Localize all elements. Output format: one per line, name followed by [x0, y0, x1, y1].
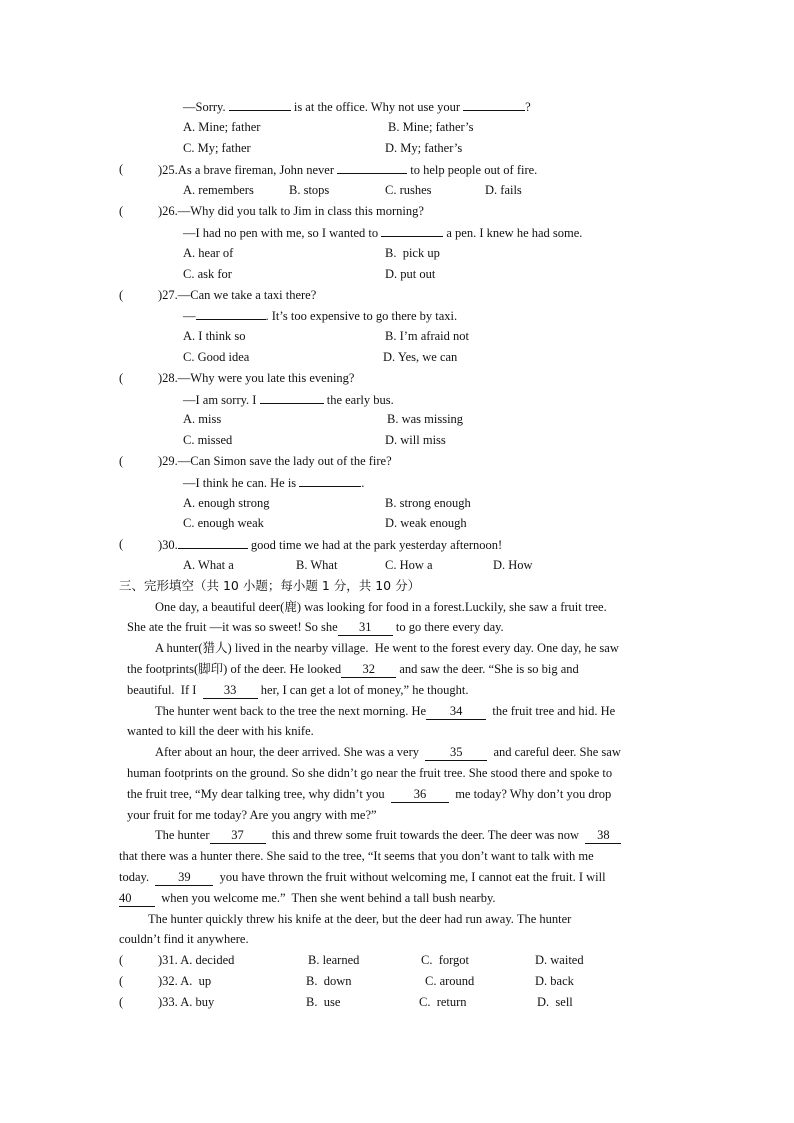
q28-reply: —I am sorry. I the early bus.: [183, 389, 394, 410]
q26-option-c: C. ask for: [183, 267, 232, 281]
q25-option-b: B. stops: [289, 183, 330, 197]
q28-option-d: D. will miss: [385, 433, 446, 447]
section3-heading: 三、完形填空（共 10 小题；每小题 1 分，共 10 分）: [119, 578, 421, 593]
q33-option-b: B. use: [306, 995, 341, 1009]
q27-reply: — . It’s too expensive to go there by taxi.: [183, 305, 457, 326]
q24-blank-1: [229, 96, 291, 111]
blank-37: 37: [210, 827, 266, 844]
passage-p2-line3: beautiful. If I 33 her, I can get a lot of money,” he thought.: [127, 683, 469, 697]
q25-option-c: C. rushes: [385, 183, 432, 197]
passage-p3-line1: The hunter went back to the tree the next morning. He 34 the fruit tree and hid. He: [155, 704, 616, 718]
q30-option-d: D. How: [493, 558, 533, 572]
blank-31: 31: [338, 619, 393, 636]
q32-paren-open: (: [119, 974, 124, 988]
q25-stem: )25.As a brave fireman, John never to help people out of fire.: [158, 159, 537, 180]
passage-p5-line1: The hunter 37 this and threw some fruit towards the deer. The deer was now 38: [155, 825, 621, 845]
q31-option-b: B. learned: [308, 953, 360, 967]
q27-option-a: A. I think so: [183, 329, 246, 343]
q26-stem: )26.—Why did you talk to Jim in class this morning?: [158, 204, 424, 218]
passage-p3-line2: wanted to kill the deer with his knife.: [127, 724, 314, 738]
q30-paren-open: (: [119, 537, 124, 551]
passage-p2-line2: the footprints(脚印) of the deer. He looked 32 and saw the deer. “She is so big and: [127, 662, 579, 676]
passage-p6-line1: The hunter quickly threw his knife at the deer, but the deer had run away. The hunter: [148, 912, 572, 926]
q33-option-c: C. return: [419, 995, 467, 1009]
q25-paren-open: (: [119, 162, 124, 176]
q29-option-c: C. enough weak: [183, 516, 264, 530]
passage-p5-line2: that there was a hunter there. She said to the tree, “It seems that you don’t want to talk with me: [119, 849, 594, 863]
q24-reply-line: [183, 96, 531, 117]
q27-stem: )27.—Can we take a taxi there?: [158, 288, 317, 302]
q27-paren-open: (: [119, 288, 124, 302]
q27-option-b: B. I’m afraid not: [385, 329, 470, 343]
q32-option-b: B. down: [306, 974, 352, 988]
q25-option-d: D. fails: [485, 183, 522, 197]
q30-stem: )30. good time we had at the park yesterday afternoon!: [158, 534, 502, 555]
blank-34: 34: [426, 703, 486, 720]
passage-p5-line3: today. 39 you have thrown the fruit without welcoming me, I cannot eat the fruit. I will: [119, 870, 606, 884]
q32-option-a: )32. A. up: [158, 974, 212, 988]
passage-p4-line3: the fruit tree, “My dear talking tree, why didn’t you 36 me today? Why don’t you drop: [127, 787, 612, 801]
q24-option-d: D. My; father’s: [385, 141, 463, 155]
q28-stem: )28.—Why were you late this evening?: [158, 371, 355, 385]
q24-option-c: C. My; father: [183, 141, 251, 155]
blank-39: 39: [155, 869, 213, 886]
q33-option-a: )33. A. buy: [158, 995, 215, 1009]
q28-option-c: C. missed: [183, 433, 233, 447]
q31-paren-open: (: [119, 953, 124, 967]
q28-blank: [260, 389, 324, 404]
q27-option-c: C. Good idea: [183, 350, 250, 364]
q29-blank: [299, 472, 361, 487]
blank-36: 36: [391, 786, 449, 803]
q24-option-a: A. Mine; father: [183, 120, 261, 134]
q29-reply: —I think he can. He is .: [183, 472, 364, 493]
q32-option-c: C. around: [425, 974, 475, 988]
q24-blank-2: [463, 96, 525, 111]
q26-blank: [381, 222, 443, 237]
passage-p1-line1: One day, a beautiful deer(鹿) was looking for food in a forest.Luckily, she saw a fruit tree.: [155, 600, 607, 614]
passage-p5-line4: 40 when you welcome me.” Then she went behind a tall bush nearby.: [119, 891, 496, 905]
q24-text-b: is at the office. Why not use your: [290, 100, 464, 114]
q24-option-b: B. Mine; father’s: [388, 120, 474, 134]
q29-option-b: B. strong enough: [385, 496, 471, 510]
q30-option-a: A. What a: [183, 558, 234, 572]
q30-option-c: C. How a: [385, 558, 433, 572]
q24-text-a: —Sorry.: [183, 100, 229, 114]
q28-option-b: B. was missing: [387, 412, 464, 426]
q29-option-a: A. enough strong: [183, 496, 270, 510]
q31-option-c: C. forgot: [421, 953, 470, 967]
blank-32: 32: [341, 661, 396, 678]
passage-p2-line1: A hunter(猎人) lived in the nearby village. He went to the forest every day. One day, he saw: [155, 641, 619, 655]
passage-p4-line4: your fruit for me today? Are you angry with me?”: [127, 808, 377, 822]
blank-35: 35: [425, 744, 487, 761]
q26-option-b: B. pick up: [385, 246, 440, 260]
q26-reply: —I had no pen with me, so I wanted to a pen. I knew he had some.: [183, 222, 582, 243]
q27-option-d: D. Yes, we can: [383, 350, 458, 364]
q28-option-a: A. miss: [183, 412, 222, 426]
q31-option-d: D. waited: [535, 953, 584, 967]
q33-paren-open: (: [119, 995, 124, 1009]
passage-p4-line1: After about an hour, the deer arrived. She was a very 35 and careful deer. She saw: [155, 745, 621, 759]
q29-option-d: D. weak enough: [385, 516, 467, 530]
q24-text-c: ?: [525, 100, 531, 114]
passage-p4-line2: human footprints on the ground. So she didn’t go near the fruit tree. She stood there and spoke to: [127, 766, 613, 780]
q29-stem: )29.—Can Simon save the lady out of the fire?: [158, 454, 392, 468]
q25-option-a: A. remembers: [183, 183, 254, 197]
q30-option-b: B. What: [296, 558, 338, 572]
q25-blank: [337, 159, 407, 174]
q26-paren-open: (: [119, 204, 124, 218]
blank-33: 33: [203, 682, 258, 699]
q30-blank: [178, 534, 248, 549]
blank-40: 40: [119, 890, 155, 907]
q28-paren-open: (: [119, 371, 124, 385]
q26-option-a: A. hear of: [183, 246, 234, 260]
q32-option-d: D. back: [535, 974, 574, 988]
blank-38: 38: [585, 827, 621, 844]
q26-option-d: D. put out: [385, 267, 436, 281]
q33-option-d: D. sell: [537, 995, 573, 1009]
q31-option-a: )31. A. decided: [158, 953, 235, 967]
passage-p6-line2: couldn’t find it anywhere.: [119, 932, 249, 946]
q29-paren-open: (: [119, 454, 124, 468]
passage-p1-line2: She ate the fruit —it was so sweet! So she 31 to go there every day.: [127, 620, 504, 634]
q27-blank: [196, 305, 266, 320]
